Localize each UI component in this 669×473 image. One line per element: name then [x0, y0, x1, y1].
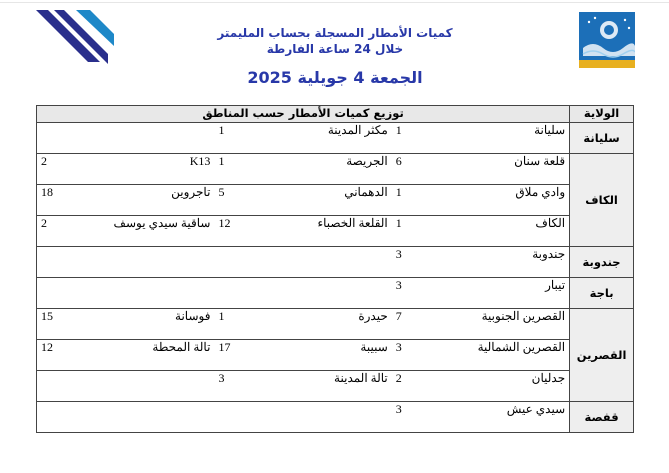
station-name: الدهماني — [267, 185, 392, 216]
rain-value — [214, 278, 266, 309]
header-distribution: توزيع كميات الأمطار حسب المناطق — [37, 106, 570, 123]
table-row — [37, 371, 634, 402]
title-line-2: خلال 24 ساعة الفارطة — [266, 42, 404, 56]
rain-value: 1 — [214, 123, 266, 154]
station-name: تالة المدينة — [267, 371, 392, 402]
station-name: وادي ملاق — [444, 185, 570, 216]
station-name: القصرين الشمالية — [444, 340, 570, 371]
rain-value: 2 — [37, 154, 90, 185]
rain-value — [37, 247, 90, 278]
station-name: تالة المحطة — [89, 340, 214, 371]
rain-value: 18 — [37, 185, 90, 216]
rain-value: 7 — [392, 309, 444, 340]
governorate-cell: الكاف — [570, 154, 634, 247]
station-name — [89, 402, 214, 433]
rain-value — [37, 402, 90, 433]
governorate-cell: القصرين — [570, 309, 634, 402]
station-name — [267, 247, 392, 278]
table-row — [37, 216, 634, 247]
rain-value: 17 — [214, 340, 266, 371]
table-row — [37, 247, 634, 278]
rain-value — [37, 278, 90, 309]
station-name — [267, 402, 392, 433]
governorate-cell: قفصة — [570, 402, 634, 433]
rain-value: 3 — [392, 278, 444, 309]
governorate-cell: باجة — [570, 278, 634, 309]
station-name: سليانة — [444, 123, 570, 154]
rain-value: 12 — [214, 216, 266, 247]
rain-value: 2 — [392, 371, 444, 402]
station-name: تيبار — [444, 278, 570, 309]
table-row — [37, 185, 634, 216]
station-name: ساقية سيدي يوسف — [89, 216, 214, 247]
station-name — [89, 123, 214, 154]
logo-stripes-icon — [28, 6, 116, 66]
rain-value: 12 — [37, 340, 90, 371]
station-name — [89, 247, 214, 278]
station-name: حيدرة — [267, 309, 392, 340]
station-name: قلعة سنان — [444, 154, 570, 185]
table-row — [37, 309, 634, 340]
station-name: جندوبة — [444, 247, 570, 278]
station-name: القلعة الخصباء — [267, 216, 392, 247]
rain-value — [214, 247, 266, 278]
rainfall-table — [36, 105, 634, 433]
rain-value — [37, 123, 90, 154]
station-name: جدليان — [444, 371, 570, 402]
station-name: تاجروين — [89, 185, 214, 216]
station-name: القصرين الجنوبية — [444, 309, 570, 340]
station-name: فوسانة — [89, 309, 214, 340]
governorate-cell: جندوبة — [570, 247, 634, 278]
table-row — [37, 340, 634, 371]
rain-value: 6 — [392, 154, 444, 185]
station-name: الكاف — [444, 216, 570, 247]
title-line-1: كميات الأمطار المسجلة بحساب المليمتر — [217, 26, 453, 40]
rain-value: 3 — [392, 402, 444, 433]
table-row — [37, 123, 634, 154]
station-name — [89, 278, 214, 309]
station-name — [267, 278, 392, 309]
header-governorate: الولاية — [570, 106, 634, 123]
table-row — [37, 154, 634, 185]
report-date: الجمعة 4 جويلية 2025 — [247, 68, 423, 87]
rain-value: 3 — [214, 371, 266, 402]
rain-value: 3 — [392, 340, 444, 371]
station-name — [89, 371, 214, 402]
rain-value: 2 — [37, 216, 90, 247]
institute-logo-icon — [579, 12, 635, 68]
station-name: الجريصة — [267, 154, 392, 185]
governorate-cell: سليانة — [570, 123, 634, 154]
rain-value — [37, 371, 90, 402]
station-name: K13 — [89, 154, 214, 185]
station-name: مكثر المدينة — [267, 123, 392, 154]
top-divider — [0, 2, 669, 3]
rain-value: 1 — [392, 216, 444, 247]
station-name: سيدي عيش — [444, 402, 570, 433]
table-row — [37, 402, 634, 433]
rain-value: 5 — [214, 185, 266, 216]
rain-value: 3 — [392, 247, 444, 278]
rain-value — [214, 402, 266, 433]
table-row — [37, 278, 634, 309]
rain-value: 1 — [392, 123, 444, 154]
rain-value: 1 — [214, 154, 266, 185]
rain-value: 15 — [37, 309, 90, 340]
rain-value: 1 — [214, 309, 266, 340]
station-name: سبيبة — [267, 340, 392, 371]
table-header-row — [37, 106, 634, 123]
rain-value: 1 — [392, 185, 444, 216]
